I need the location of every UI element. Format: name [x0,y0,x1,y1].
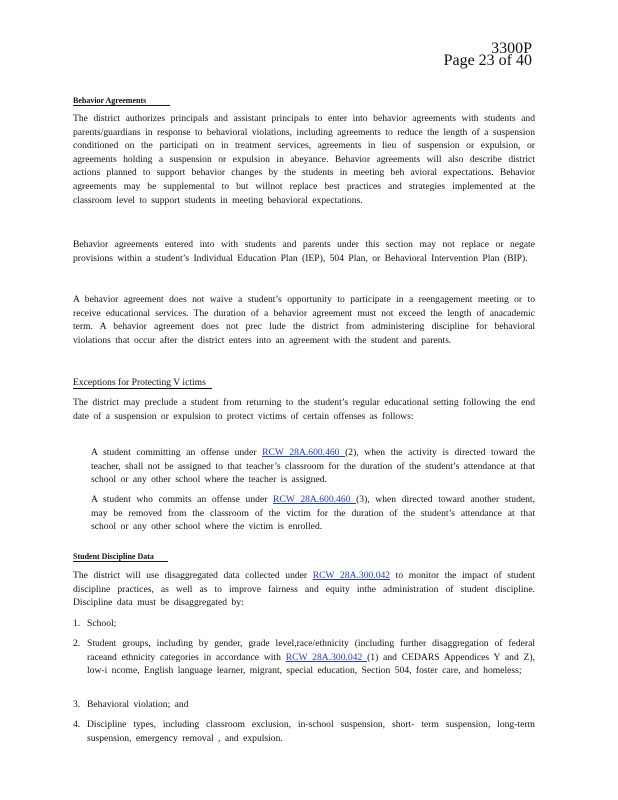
behavior-paragraph-3: A behavior agreement does not waive a student’s opportunity to participate in a reengagement meeting or to receive educational services. The duration of a behavior agreement must not exceed the length of anacademic term. A behavior agreement does not prec lude the district from administering discipline for behavioral violations that occur after the district enters into an agreement with the student and parents. [73,294,535,346]
rcw-link-28a600460-2[interactable]: RCW 28A.600.460 [262,447,346,458]
section-title-discipline-data: Student Discipline Data [73,552,168,562]
policy-code: 3300P [491,40,532,57]
rcw-link-28a600460-3[interactable]: RCW 28A.600.460 [273,494,357,505]
rcw-link-28a300042-1[interactable]: RCW 28A.300.042 [285,651,368,663]
behavior-paragraph-2: Behavior agreements entered into with students and parents under this section may not replace or negate provisions within a student’s Individual Education Plan (IEP), 504 Plan, or Behavioral Intervention Plan (BIP). [73,239,535,264]
rcw-link-28a300042[interactable]: RCW 28A.300.042 [312,570,391,581]
behavior-paragraph-1: The district authorizes principals and assistant principals to enter into behavior agreements with students and parents/guardians in response to behavioral violations, including agreements to reduce the length of a suspension conditioned on the participati on in treatment services, agreements in lieu of suspension or expulsion, or agreements holding a suspension or expulsion in abeyance. Behavior agreements will also describe district actions planned to support behavior changes by the students in meeting beh avioral expectations. Behavior agreements may be supplemental to but willnot replace best practices and strategies implemented at the classroom level to support students in meeting behavioral expectations. [73,113,535,206]
page-number: Page 23 of 40 [443,52,532,69]
discipline-data-paragraph: The district will use disaggregated data collected under RCW 28A.300.042 to monitor the impact of student discipline practices, as well as to improve fairness and equity inthe administration of student discipline. Discipline data must be disaggregated by: [73,570,536,609]
section-title-exceptions: Exceptions for Protecting V ictims [73,377,212,389]
exceptions-paragraph: The district may preclude a student from returning to the student’s regular educational setting following the end date of a suspension or expulsion to protect victims of certain offenses as follows: [73,397,535,422]
section-title-behavior-agreements: Behavior Agreements [73,96,170,106]
document-page: 3300P Page 23 of 40 Behavior Agreements The district authorizes principals and assistant principals to enter into behavior agreements with students and parents/guardians in response to behavioral violations, including agreements to reduce the length of a suspension conditioned on the participati on in treatment services, agreements in lieu of suspension or expulsion, or agreements holding a suspension or expulsion in abeyance. Behavior agreements will also describe district actions planned to support behavior changes by the students in meeting beh avioral expectations. Behavior agreements may be supplemental to but willnot replace best practices and strategies implemented at the classroom level to support students in meeting behavioral expectations. Behavior agreements entered into with students and parents under this section may not replace or negate provisions within a student’s Individual Education Plan (IEP), 504 Plan, or Behavioral Intervention Plan (BIP). A behavior agreement does not waive a student’s opportunity to participate in a reengagement meeting or to receive educational services. The duration of a behavior agreement must not exceed the length of anacademic term. A behavior agreement does not prec lude the district from administering discipline for behavioral violations that occur after the district enters into an agreement with the student and parents. Exceptions for Protecting V ictims The district may preclude a student from returning to the student’s regular educational setting following the end date of a suspension or expulsion to protect victims of certain offenses as follows: A student committing an offense under RCW 28A.600.460 (2), when the activity is directed toward the teacher, shall not be assigned to that teacher’s classroom for the duration of the student’s attendance at that school or any other school where the teacher is assigned. A student who commits an offense under RCW 28A.600.460 (3), when directed toward another student, may be removed from the classroom of the victim for the duration of the student’s attendance at that school or any other school where the victim is enrolled. Student Discipline Data The district will use disaggregated data collected under RCW 28A.300.042 to monitor the impact of student discipline practices, as well as to improve fairness and equity inthe administration of student discipline. Discipline data must be disaggregated by: 1. School; 2. Student groups, including by gender, grade level,race/ethnicity (including further disaggregation of federal raceand ethnicity categories in accordance with RCW 28A.300.042 (1) and CEDARS Appendices Y and Z), low-i ncome, English language learner, migrant, special education, Section 504, foster care, and homeless; 3. Behavioral violation; and 4. Discipline types, including classroom exclusion, in-school suspension, short- term suspension, long-term suspension, emergency removal , and expulsion. [73,40,536,744]
